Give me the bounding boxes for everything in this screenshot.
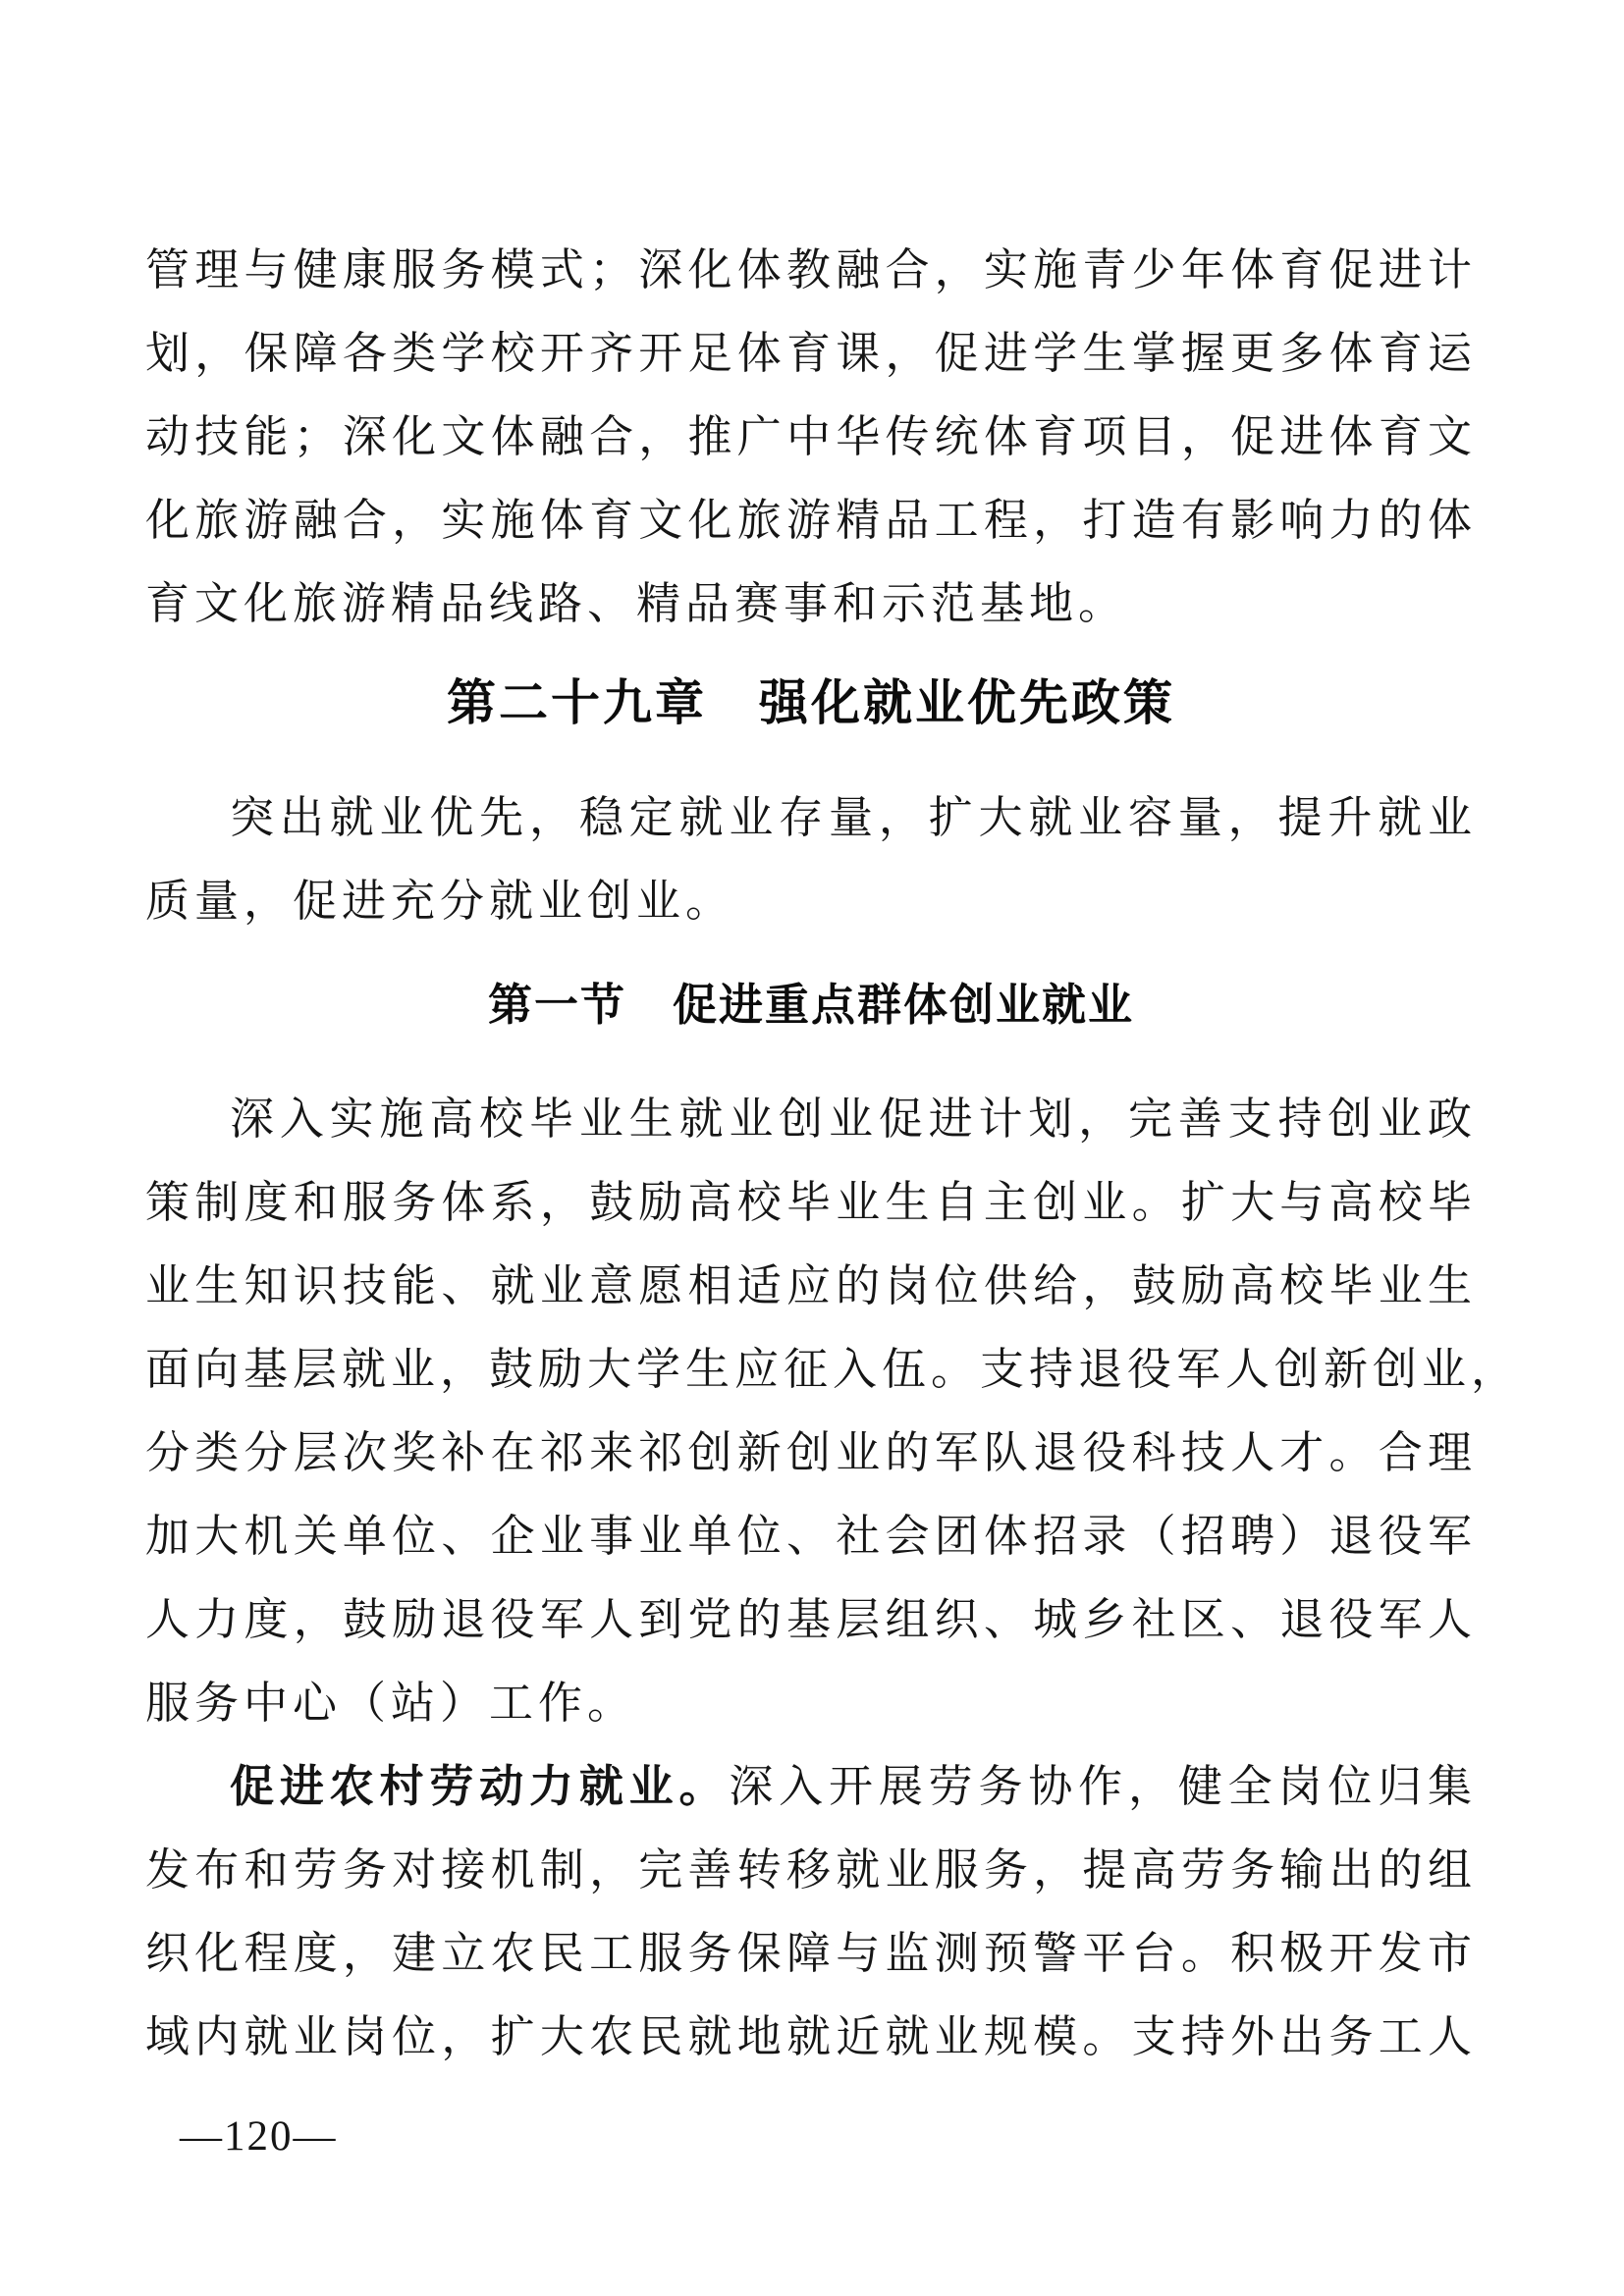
paragraph-text: 深入开展劳务协作，健全岗位归集 bbox=[729, 1762, 1477, 1811]
section-heading: 第一节 促进重点群体创业就业 bbox=[487, 980, 1134, 1030]
bold-lead-text: 促进农村劳动力就业。 bbox=[230, 1762, 730, 1811]
paragraph-line: 动技能；深化文体融合，推广中华传统体育项目，促进体育文 bbox=[145, 412, 1477, 461]
paragraph-line: 策制度和服务体系，鼓励高校毕业生自主创业。扩大与高校毕 bbox=[145, 1178, 1477, 1227]
paragraph-rural-labor bbox=[145, 1745, 1477, 2079]
page-number: —120— bbox=[180, 2113, 338, 2160]
paragraph-line: 服务中心（站）工作。 bbox=[145, 1679, 637, 1728]
paragraph-line: 突出就业优先，稳定就业存量，扩大就业容量，提升就业 bbox=[230, 793, 1477, 842]
body-text bbox=[145, 229, 1521, 2079]
paragraph-line bbox=[145, 1745, 1477, 1829]
paragraph-line: 分类分层次奖补在祁来祁创新创业的军队退役科技人才。合理 bbox=[145, 1428, 1477, 1477]
paragraph-line: 深入实施高校毕业生就业创业促进计划，完善支持创业政 bbox=[230, 1095, 1477, 1144]
paragraph-graduates-veterans bbox=[145, 1078, 1521, 1745]
paragraph-line: 加大机关单位、企业事业单位、社会团体招录（招聘）退役军 bbox=[145, 1512, 1477, 1561]
chapter-heading: 第二十九章 强化就业优先政策 bbox=[447, 675, 1175, 730]
paragraph-line: 化旅游融合，实施体育文化旅游精品工程，打造有影响力的体 bbox=[145, 496, 1477, 545]
paragraph-line: 面向基层就业，鼓励大学生应征入伍。支持退役军人创新创业， bbox=[145, 1345, 1521, 1394]
paragraph-line: 管理与健康服务模式；深化体教融合，实施青少年体育促进计 bbox=[145, 245, 1477, 294]
paragraph-line: 划，保障各类学校开齐开足体育课，促进学生掌握更多体育运 bbox=[145, 329, 1477, 378]
paragraph-line: 人力度，鼓励退役军人到党的基层组织、城乡社区、退役军人 bbox=[145, 1595, 1477, 1644]
paragraph-line: 业生知识技能、就业意愿相适应的岗位供给，鼓励高校毕业生 bbox=[145, 1261, 1477, 1310]
paragraph-line: 织化程度，建立农民工服务保障与监测预警平台。积极开发市 bbox=[145, 1929, 1477, 1978]
paragraph-line: 发布和劳务对接机制，完善转移就业服务，提高劳务输出的组 bbox=[145, 1845, 1477, 1895]
paragraph-line: 域内就业岗位，扩大农民就地就近就业规模。支持外出务工人 bbox=[145, 2012, 1477, 2061]
paragraph-sports-continuation bbox=[145, 229, 1477, 646]
paragraph-line: 育文化旅游精品线路、精品赛事和示范基地。 bbox=[145, 579, 1128, 628]
paragraph-chapter-intro bbox=[145, 776, 1477, 943]
paragraph-line: 质量，促进充分就业创业。 bbox=[145, 877, 735, 926]
